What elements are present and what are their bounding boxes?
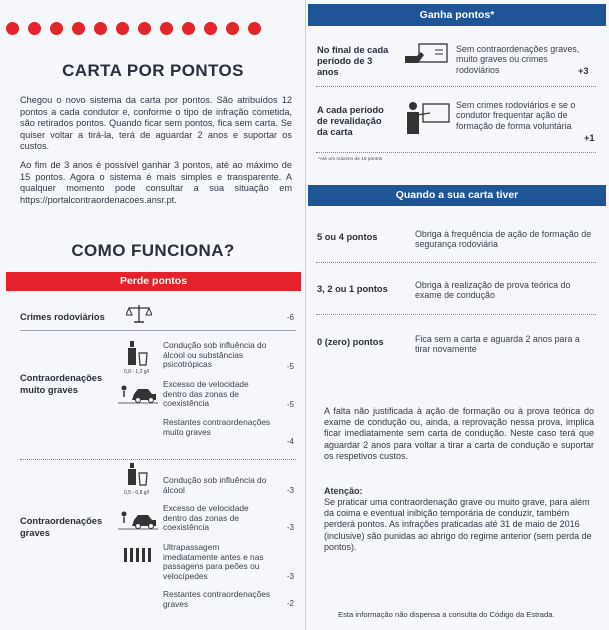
card-row-1-text: Obriga à frequência de ação de formação de segurança rodoviária	[415, 229, 592, 250]
lose-points-header: Perde pontos	[6, 272, 301, 291]
attention-text: Se praticar uma contraordenação grave ou muito grave, para além da coima e eventual inibição temporária de conduzir, também perderá pontos. As infrações praticadas até 31 de maio de 2016 (inclusive) são punidas ao abrigo do regime anterior (sem perda de pontos).	[324, 497, 592, 552]
very-serious-item-2-points: -5	[286, 400, 294, 409]
card-row-2-label: 3, 2 ou 1 pontos	[317, 284, 388, 294]
page-title: CARTA POR PONTOS	[62, 61, 244, 80]
red-dots-decoration	[6, 22, 261, 35]
divider	[316, 86, 596, 87]
classroom-teacher-icon	[404, 101, 450, 135]
card-status-header: Quando a sua carta tiver	[308, 185, 606, 206]
serious-item-4-points: -2	[286, 599, 294, 608]
speeding-car-icon	[118, 508, 158, 530]
disclaimer: Esta informação não dispensa a consulta do Código da Estrada.	[338, 610, 555, 619]
gain-row-1-points: +3	[578, 66, 589, 76]
divider	[20, 459, 296, 460]
serious-item-1-points: -3	[286, 486, 294, 495]
card-row-1-label: 5 ou 4 pontos	[317, 232, 378, 242]
very-serious-item-3-points: -4	[286, 437, 294, 446]
gain-row-1-label: No final de cada período de 3 anos	[317, 45, 389, 77]
very-serious-item-3: Restantes contraordenações muito graves	[163, 417, 271, 437]
gain-row-1-text: Sem contraordenações graves, muito graves ou crimes rodoviários	[456, 44, 580, 75]
alcohol-icon	[124, 339, 154, 373]
divider	[316, 314, 596, 315]
serious-item-3-points: -3	[286, 572, 294, 581]
gain-row-2-label: A cada período de revalidação da carta	[317, 105, 384, 137]
gain-footnote: *Até um máximo de 15 pontos	[318, 157, 383, 162]
serious-item-4: Restantes contraordenações graves	[163, 589, 271, 609]
serious-item-1: Condução sob influência do álcool	[163, 475, 267, 495]
very-serious-item-1: Condução sob influência do álcool ou substâncias psicotrópicas	[163, 340, 267, 370]
attention-title: Atenção:	[324, 486, 363, 496]
column-divider	[305, 0, 306, 630]
divider	[316, 262, 596, 263]
very-serious-item-2: Excesso de velocidade dentro das zonas de coexistência	[163, 379, 249, 409]
very-serious-label: Contraordenações muito graves	[20, 373, 103, 395]
serious-label: Contraordenações graves	[20, 516, 103, 538]
card-row-3-label: 0 (zero) pontos	[317, 337, 384, 347]
serious-item-2-points: -3	[286, 523, 294, 532]
intro-paragraph-2: Ao fim de 3 anos é possível ganhar 3 pontos, até ao máximo de 15 pontos. Agora o sistema é mais simples e transparente. A qualquer momento pode consultar a sua situação em https://portalcontraordenacoes.ansr.pt.	[20, 159, 292, 205]
intro-paragraph-1: Chegou o novo sistema da carta por pontos. São atribuídos 12 pontos a cada condutor e, conforme o tipo de infração cometida, são retirados pontos. Quando ficar sem pontos, fica sem carta. Se quiser voltar a tirá-la, terá de aguardar 2 anos e suportar os custos.	[20, 95, 292, 152]
serious-item-2: Excesso de velocidade dentro das zonas de coexistência	[163, 503, 249, 533]
scales-icon	[126, 303, 152, 325]
speeding-car-icon	[118, 382, 158, 404]
divider	[316, 152, 596, 153]
very-serious-item-1-points: -5	[286, 362, 294, 371]
serious-item-3: Ultrapassagem imediatamente antes e nas passagens para peões ou velocípedes	[163, 542, 264, 581]
card-row-3-text: Fica sem a carta e aguarda 2 anos para a tirar novamente	[415, 334, 580, 355]
alcohol-icon	[124, 462, 154, 490]
license-card-icon	[405, 42, 449, 68]
crimes-points: -6	[286, 313, 294, 322]
crimes-label: Crimes rodoviários	[20, 312, 105, 322]
alcohol-level-tag: 0,5 - 0,8 g/l	[124, 490, 150, 496]
formation-note: A falta não justificada à ação de formação ou à prova teórica do exame de condução ou, ainda, a reprovação nessa prova, implica ficar imediatamente sem carta de condução. Neste caso terá que aguardar 2 anos para voltar a tirar a carta de condução e suportar os respetivos custos.	[324, 406, 594, 461]
gain-row-2-text: Sem crimes rodoviários e se o condutor frequentar ação de formação de forma voluntária	[456, 100, 576, 131]
divider	[20, 330, 296, 331]
gain-row-2-points: +1	[584, 133, 595, 143]
how-it-works-title: COMO FUNCIONA?	[71, 241, 235, 260]
intro-text	[20, 95, 292, 213]
alcohol-level-tag: 0,8 - 1,2 g/l	[124, 369, 150, 375]
gain-points-header: Ganha pontos*	[308, 4, 606, 26]
crosswalk-icon	[124, 548, 152, 566]
card-row-2-text: Obriga à realização de prova teórica do exame de condução	[415, 280, 571, 301]
